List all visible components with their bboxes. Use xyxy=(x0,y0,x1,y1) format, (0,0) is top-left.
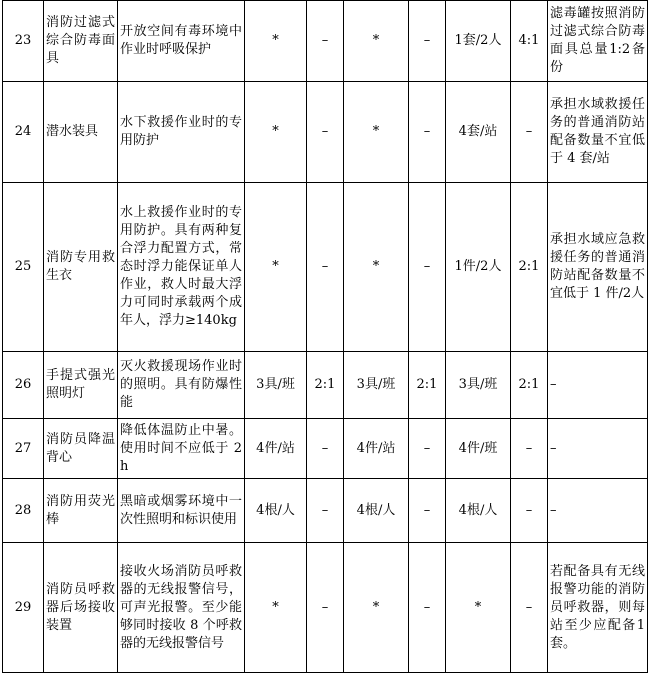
ratio-col-3: – xyxy=(511,543,548,673)
remarks: – xyxy=(548,352,648,419)
ratio-col-3: 2:1 xyxy=(511,352,548,419)
equipment-name: 消防员呼救器后场接收装置 xyxy=(44,543,118,673)
ratio-col-2: – xyxy=(409,183,446,352)
table-row xyxy=(3,419,648,479)
ratio-col-2: – xyxy=(409,479,446,543)
remarks: 承担水域应急救援任务的普通消防站配备数量不宜低于 1 件/2人 xyxy=(548,183,648,352)
row-number: 24 xyxy=(3,82,44,183)
table-body xyxy=(3,1,648,673)
equipment-usage: 降低体温防止中暑。使用时间不应低于 2h xyxy=(118,419,245,479)
row-number: 26 xyxy=(3,352,44,419)
row-number: 27 xyxy=(3,419,44,479)
qty-col-2: 3具/班 xyxy=(344,352,409,419)
qty-col-2: 4根/人 xyxy=(344,479,409,543)
qty-col-2: * xyxy=(344,543,409,673)
table-row xyxy=(3,543,648,673)
ratio-col-2: 2:1 xyxy=(409,352,446,419)
table-row xyxy=(3,82,648,183)
qty-col-1: * xyxy=(245,183,307,352)
remarks: 若配备具有无线报警功能的消防员呼救器，则每站至少应配备1套。 xyxy=(548,543,648,673)
ratio-col-1: – xyxy=(307,183,344,352)
equipment-usage: 水下救援作业时的专用防护 xyxy=(118,82,245,183)
equipment-usage: 水上救援作业时的专用防护。具有两种复合浮力配置方式，常态时浮力能保证单人作业，救人时最大浮力可同时承载两个成年人，浮力≥140kg xyxy=(118,183,245,352)
row-number: 28 xyxy=(3,479,44,543)
qty-col-1: * xyxy=(245,543,307,673)
qty-col-1: * xyxy=(245,82,307,183)
qty-col-1: * xyxy=(245,1,307,82)
remarks: – xyxy=(548,479,648,543)
equipment-name: 潜水装具 xyxy=(44,82,118,183)
ratio-col-3: – xyxy=(511,82,548,183)
remarks: – xyxy=(548,419,648,479)
table-row xyxy=(3,352,648,419)
remarks: 滤毒罐按照消防过滤式综合防毒面具总量1:2备份 xyxy=(548,1,648,82)
row-number: 23 xyxy=(3,1,44,82)
qty-col-3: 4根/人 xyxy=(446,479,511,543)
qty-col-1: 3具/班 xyxy=(245,352,307,419)
qty-col-3: * xyxy=(446,543,511,673)
equipment-name: 手提式强光照明灯 xyxy=(44,352,118,419)
qty-col-2: 4件/站 xyxy=(344,419,409,479)
table-row xyxy=(3,1,648,82)
equipment-usage: 开放空间有毒环境中作业时呼吸保护 xyxy=(118,1,245,82)
equipment-table xyxy=(2,0,648,673)
qty-col-3: 3具/班 xyxy=(446,352,511,419)
qty-col-3: 4件/班 xyxy=(446,419,511,479)
equipment-usage: 接收火场消防员呼救器的无线报警信号，可声光报警。至少能够同时接收 8 个呼救器的无线报警信号 xyxy=(118,543,245,673)
ratio-col-3: – xyxy=(511,479,548,543)
equipment-name: 消防员降温背心 xyxy=(44,419,118,479)
ratio-col-1: – xyxy=(307,82,344,183)
ratio-col-1: – xyxy=(307,1,344,82)
ratio-col-1: – xyxy=(307,479,344,543)
qty-col-2: * xyxy=(344,82,409,183)
table-row xyxy=(3,479,648,543)
qty-col-1: 4件/站 xyxy=(245,419,307,479)
equipment-name: 消防专用救生衣 xyxy=(44,183,118,352)
qty-col-1: 4根/人 xyxy=(245,479,307,543)
ratio-col-1: – xyxy=(307,419,344,479)
qty-col-3: 1件/2人 xyxy=(446,183,511,352)
equipment-usage: 灭火救援现场作业时的照明。具有防爆性能 xyxy=(118,352,245,419)
row-number: 29 xyxy=(3,543,44,673)
qty-col-2: * xyxy=(344,183,409,352)
ratio-col-3: 4:1 xyxy=(511,1,548,82)
ratio-col-2: – xyxy=(409,82,446,183)
equipment-name: 消防用荧光棒 xyxy=(44,479,118,543)
row-number: 25 xyxy=(3,183,44,352)
remarks: 承担水域救援任务的普通消防站配备数量不宜低于 4 套/站 xyxy=(548,82,648,183)
ratio-col-3: 2:1 xyxy=(511,183,548,352)
ratio-col-2: – xyxy=(409,1,446,82)
qty-col-3: 4套/站 xyxy=(446,82,511,183)
qty-col-3: 1套/2人 xyxy=(446,1,511,82)
ratio-col-2: – xyxy=(409,419,446,479)
ratio-col-1: 2:1 xyxy=(307,352,344,419)
table-row xyxy=(3,183,648,352)
ratio-col-1: – xyxy=(307,543,344,673)
qty-col-2: * xyxy=(344,1,409,82)
equipment-name: 消防过滤式综合防毒面具 xyxy=(44,1,118,82)
ratio-col-2: – xyxy=(409,543,446,673)
equipment-usage: 黑暗或烟雾环境中一次性照明和标识使用 xyxy=(118,479,245,543)
ratio-col-3: – xyxy=(511,419,548,479)
